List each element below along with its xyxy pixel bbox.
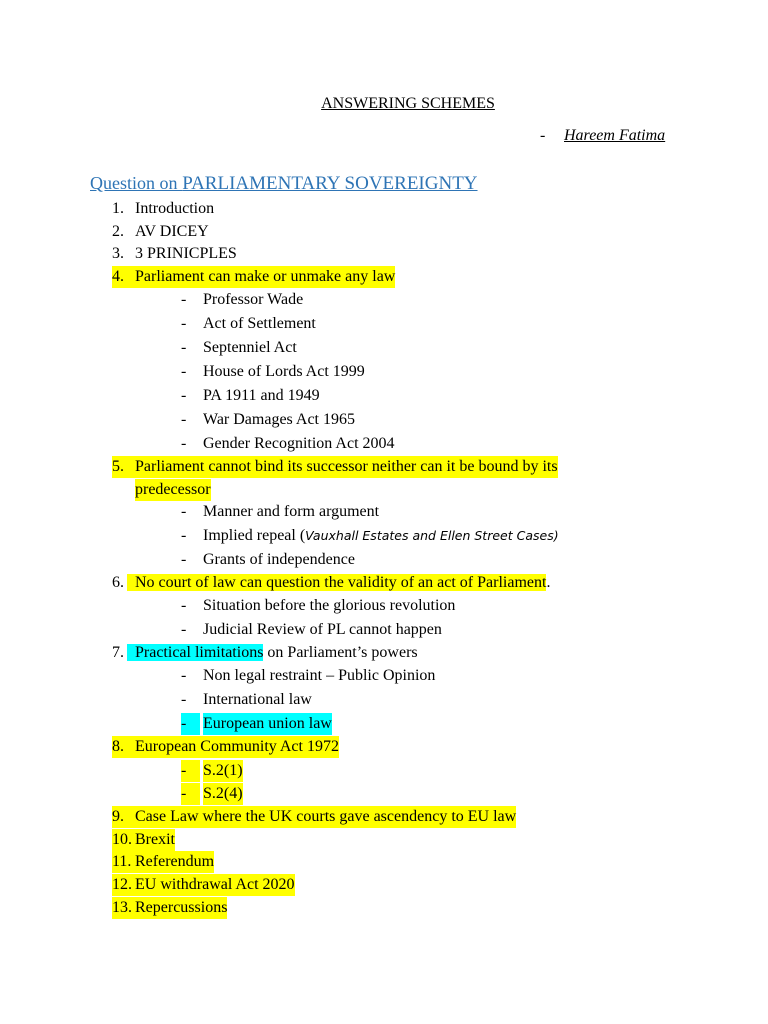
dash-bullet: - bbox=[181, 597, 187, 614]
sub-item-text: Situation before the glorious revolution bbox=[203, 597, 456, 614]
question-heading bbox=[90, 173, 478, 195]
sub-item-text: Grants of independence bbox=[203, 551, 355, 568]
item-text: AV DICEY bbox=[135, 223, 209, 240]
item-number: 3. bbox=[112, 245, 124, 262]
dash-bullet: - bbox=[181, 713, 200, 735]
dash-bullet: - bbox=[181, 621, 187, 638]
dash-bullet: - bbox=[181, 783, 200, 805]
sub-item-text: European union law bbox=[203, 713, 332, 735]
item-text-tail: . bbox=[546, 574, 551, 591]
sub-item-text: Act of Settlement bbox=[203, 315, 316, 332]
case-open-paren: ( bbox=[299, 527, 306, 544]
item-text: No court of law can question the validity of an act of Parliament bbox=[127, 574, 546, 591]
dash-bullet: - bbox=[181, 551, 187, 568]
item-text-continued: predecessor bbox=[135, 479, 211, 501]
author-name: Hareem Fatima bbox=[564, 127, 666, 144]
item-text-wrap bbox=[127, 572, 550, 594]
item-text-rest: on Parliament’s powers bbox=[267, 644, 418, 661]
item-text: Brexit bbox=[135, 829, 175, 851]
item-text: Referendum bbox=[135, 851, 214, 873]
item-number: 5. bbox=[112, 456, 136, 478]
item-text: European Community Act 1972 bbox=[135, 736, 339, 758]
item-number: 10. bbox=[112, 829, 136, 851]
item-number: 4. bbox=[112, 266, 136, 288]
sub-item-text: Manner and form argument bbox=[203, 503, 380, 520]
item-text-wrap bbox=[127, 642, 418, 664]
sub-item-text: S.2(4) bbox=[203, 783, 243, 805]
author-dash: - bbox=[540, 127, 546, 144]
dash-bullet: - bbox=[181, 527, 187, 544]
dash-bullet: - bbox=[181, 435, 187, 452]
sub-item-text: Gender Recognition Act 2004 bbox=[203, 435, 395, 452]
dash-bullet: - bbox=[181, 363, 187, 380]
sub-item-text: House of Lords Act 1999 bbox=[203, 363, 365, 380]
dash-bullet: - bbox=[181, 291, 187, 308]
sub-item-text: Professor Wade bbox=[203, 291, 304, 308]
sub-item-text: International law bbox=[203, 691, 312, 708]
heading-main: PARLIAMENTARY SOVEREIGNTY bbox=[182, 173, 478, 194]
item-number: 6. bbox=[112, 574, 124, 591]
item-text: Case Law where the UK courts gave ascendency to EU law bbox=[135, 806, 516, 828]
item-number: 13. bbox=[112, 897, 136, 919]
item-number: 12. bbox=[112, 874, 136, 896]
dash-bullet: - bbox=[181, 315, 187, 332]
item-text: Introduction bbox=[135, 200, 215, 217]
heading-prefix: Question on bbox=[90, 173, 178, 193]
item-number: 11. bbox=[112, 851, 135, 873]
item-text-highlight: Practical limitations bbox=[127, 644, 263, 661]
item-text: Parliament cannot bind its successor neither can it be bound by its bbox=[135, 456, 558, 478]
dash-bullet: - bbox=[181, 503, 187, 520]
dash-bullet: - bbox=[181, 339, 187, 356]
item-text: Repercussions bbox=[135, 897, 227, 919]
case-reference: Vauxhall Estates and Ellen Street Cases) bbox=[305, 528, 559, 543]
item-number: 8. bbox=[112, 736, 136, 758]
dash-bullet: - bbox=[181, 387, 187, 404]
item-number: 2. bbox=[112, 223, 124, 240]
sub-item-text: War Damages Act 1965 bbox=[203, 411, 355, 428]
item-text: 3 PRINICPLES bbox=[135, 245, 237, 262]
sub-item-text: PA 1911 and 1949 bbox=[203, 387, 320, 404]
dash-bullet: - bbox=[181, 760, 200, 782]
item-text: Parliament can make or unmake any law bbox=[135, 266, 395, 288]
sub-item-with-case bbox=[203, 525, 559, 547]
sub-item-text: Non legal restraint – Public Opinion bbox=[203, 667, 436, 684]
sub-item-text: Implied repeal bbox=[203, 527, 296, 544]
item-number: 9. bbox=[112, 806, 136, 828]
dash-bullet: - bbox=[181, 411, 187, 428]
item-number: 7. bbox=[112, 644, 124, 661]
dash-bullet: - bbox=[181, 691, 187, 708]
sub-item-text: Septenniel Act bbox=[203, 339, 297, 356]
sub-item-text: S.2(1) bbox=[203, 760, 243, 782]
document-title: ANSWERING SCHEMES bbox=[321, 95, 495, 112]
dash-bullet: - bbox=[181, 667, 187, 684]
item-number: 1. bbox=[112, 200, 124, 217]
sub-item-text: Judicial Review of PL cannot happen bbox=[203, 621, 442, 638]
item-text: EU withdrawal Act 2020 bbox=[135, 874, 295, 896]
